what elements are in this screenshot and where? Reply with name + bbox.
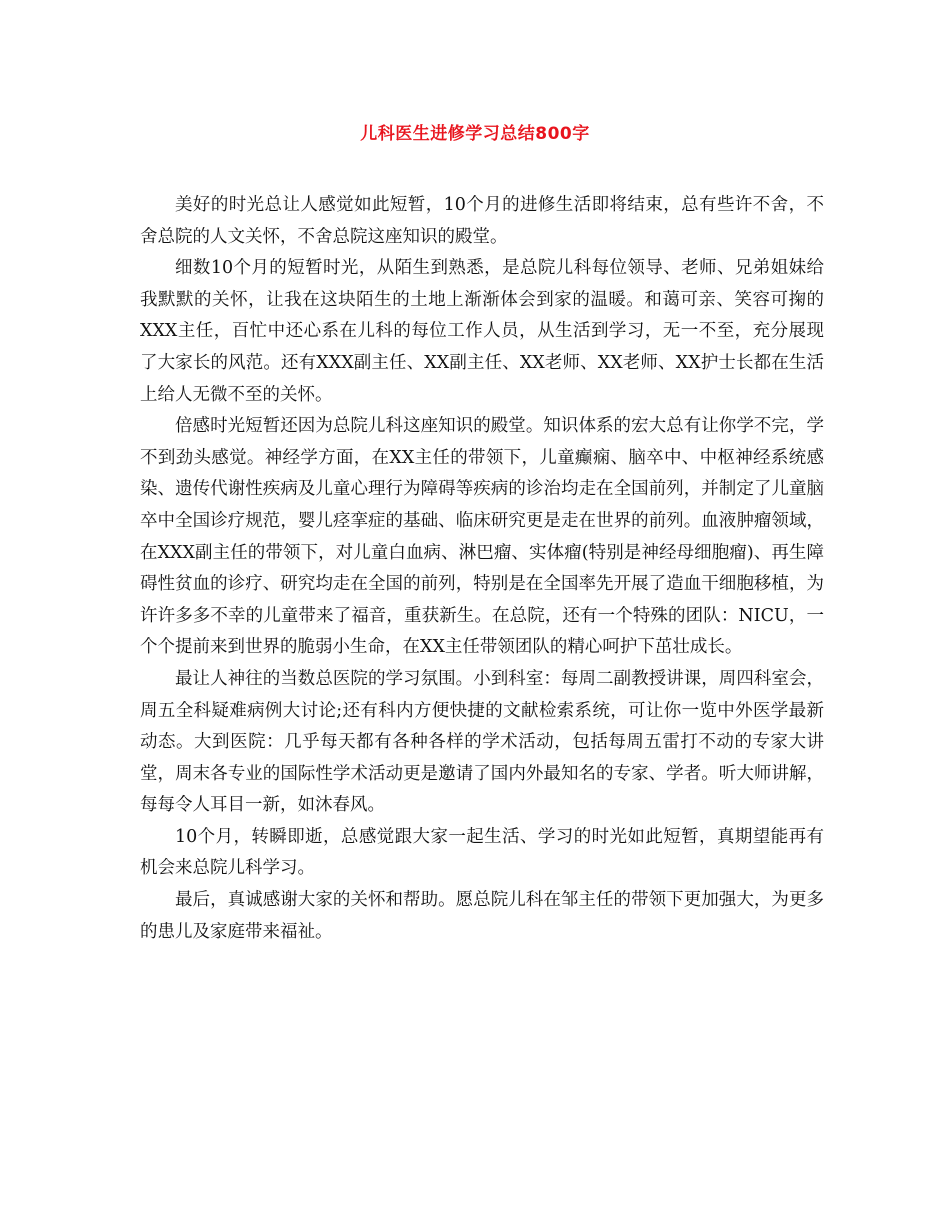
paragraph-3: 倍感时光短暂还因为总院儿科这座知识的殿堂。知识体系的宏大总有让你学不完，学不到劲头感觉。神经学方面，在XX主任的带领下，儿童癫痫、脑卒中、中枢神经系统感染、遗传代谢性疾病及儿童心理行为障碍等疾病的诊治均走在全国前列，并制定了儿童脑卒中全国诊疗规范，婴儿痉挛症的基础、临床研究更是走在世界的前列。血液肿瘤领域，在XXX副主任的带领下，对儿童白血病、淋巴瘤、实体瘤(特别是神经母细胞瘤)、再生障碍性贫血的诊疗、研究均走在全国的前列，特别是在全国率先开展了造血干细胞移植，为许许多多不幸的儿童带来了福音，重获新生。在总院，还有一个特殊的团队：NICU，一个个提前来到世界的脆弱小生命，在XX主任带领团队的精心呵护下茁壮成长。 (140, 416, 824, 658)
paragraph-2: 细数10个月的短暂时光，从陌生到熟悉，是总院儿科每位领导、老师、兄弟姐妹给我默默的关怀，让我在这块陌生的土地上渐渐体会到家的温暖。和蔼可亲、笑容可掬的XXX主任，百忙中还心系在儿科的每位工作人员，从生活到学习，无一不至，充分展现了大家长的风范。还有XXX副主任、XX副主任、XX老师、XX老师、XX护士长都在生活上给人无微不至的关怀。 (140, 258, 824, 405)
paragraph-1: 美好的时光总让人感觉如此短暂，10个月的进修生活即将结束，总有些许不舍，不舍总院的人文关怀，不舍总院这座知识的殿堂。 (140, 195, 824, 247)
paragraph-5: 10个月，转瞬即逝，总感觉跟大家一起生活、学习的时光如此短暂，真期望能再有机会来总院儿科学习。 (140, 826, 824, 879)
paragraph-6: 最后，真诚感谢大家的关怀和帮助。愿总院儿科在邹主任的带领下更加强大，为更多的患儿及家庭带来福祉。 (140, 890, 824, 942)
paragraph-4: 最让人神往的当数总医院的学习氛围。小到科室：每周二副教授讲课，周四科室会，周五全科疑难病例大讨论;还有科内方便快捷的文献检索系统，可让你一览中外医学最新动态。大到医院：几乎每天都有各种各样的学术活动，包括每周五雷打不动的专家大讲堂，周末各专业的国际性学术活动更是邀请了国内外最知名的专家、学者。听大师讲解，每每令人耳目一新，如沐春风。 (140, 668, 824, 816)
document-title: 儿科医生进修学习总结800字 (360, 124, 590, 144)
document-body (140, 190, 824, 948)
